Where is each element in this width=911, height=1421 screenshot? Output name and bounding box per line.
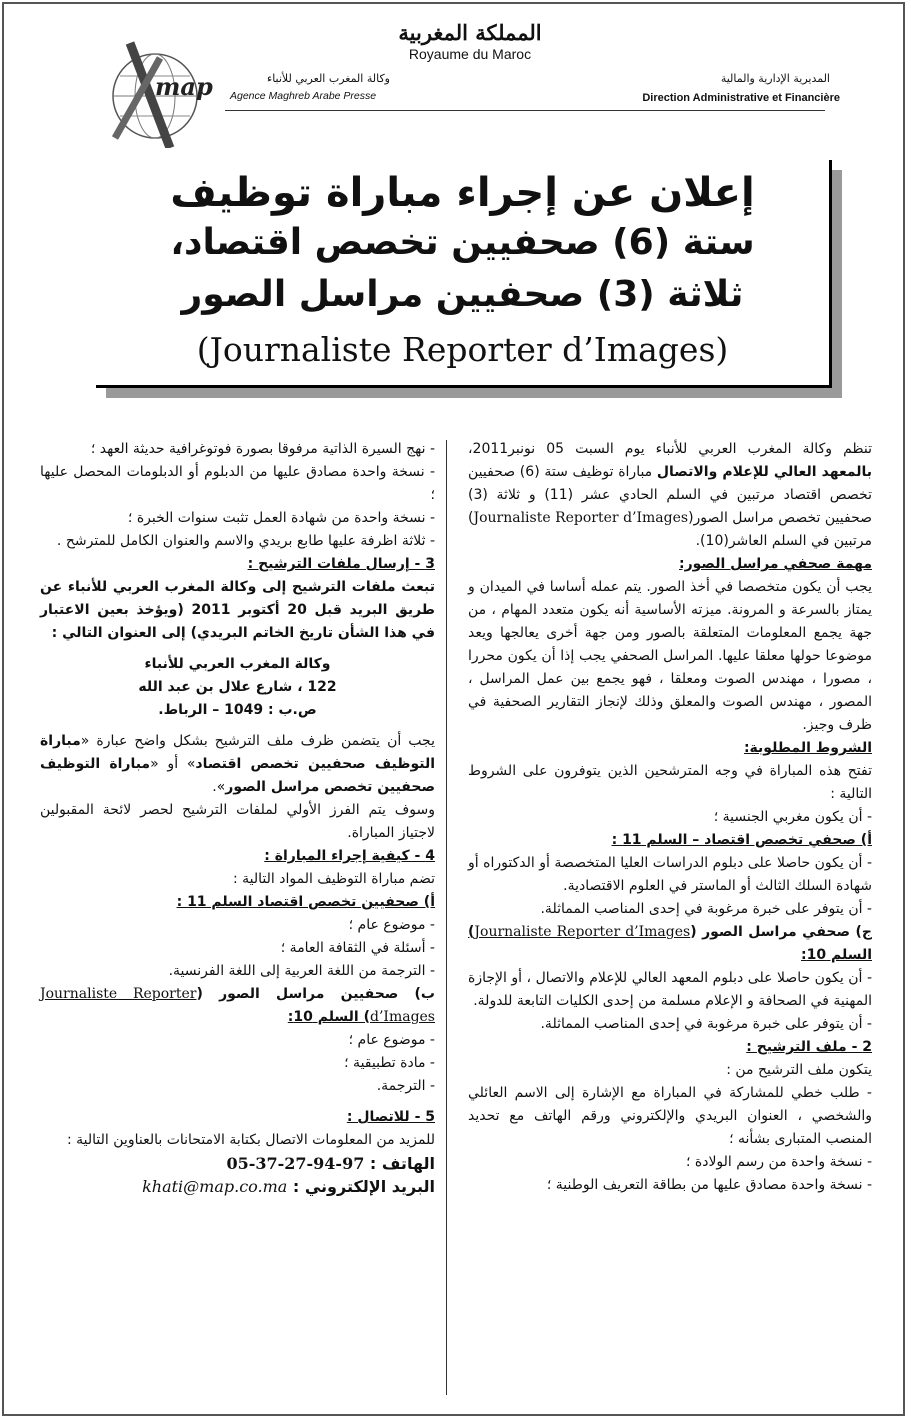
section-c-item-1: - أن يكون حاصلا على دبلوم المعهد العالي للإعلام والاتصال ، أو الإجازة المهنية في الصحافة و الإعلام مسلمة من إحدى الكليات التابعة للدولة. [468, 970, 872, 1009]
exam-b-item-1: - موضوع عام ؛ [348, 1032, 435, 1048]
kingdom-arabic: المملكة المغربية [398, 20, 542, 45]
address-line-2: 122 ، شارع علال بن عبد الله [138, 679, 337, 695]
section-c-item-2: - أن يتوفر على خبرة مرغوبة في إحدى المناصب المماثلة. [540, 1016, 872, 1032]
email-label: البريد الإلكتروني : [292, 1177, 435, 1196]
send-heading: 3 - إرسال ملفات الترشيح : [247, 556, 435, 572]
conditions-heading: الشروط المطلوبة: [743, 740, 872, 756]
file-item-2: - نسخة واحدة من رسم الولادة ؛ [685, 1154, 872, 1170]
email-value[interactable]: khati@map.co.ma [142, 1177, 288, 1196]
title-line-2: ستة (6) صحفيين تخصص اقتصاد، [170, 222, 755, 263]
item-cv: - نهج السيرة الذاتية مرفوقا بصورة فوتوغرافية حديثة العهد ؛ [90, 441, 435, 457]
agency-arabic: وكالة المغرب العربي للأنباء [267, 72, 390, 85]
contact-intro: للمزيد من المعلومات الاتصال بكتابة الامتحانات بالعناوين التالية : [67, 1132, 435, 1148]
intro-paragraph: تنظم وكالة المغرب العربي للأنباء يوم السبت 05 نونبر2011، بالمعهد العالي للإعلام والاتصال مباراة توظيف ستة (6) صحفيين تخصص اقتصاد مرتبين في السلم الحادي عشر (11) و ثلاثة (3) صحفيين تخصص مراسل الصور(Journaliste Reporter d’Images) مرتبين في السلم العاشر(10). [468, 441, 873, 549]
exam-b-item-2: - مادة تطبيقية ؛ [344, 1055, 435, 1071]
phone-line [40, 1152, 435, 1175]
file-heading: 2 - ملف الترشيح : [746, 1039, 872, 1055]
direction-arabic: المديرية الإدارية والمالية [720, 72, 830, 85]
file-intro: يتكون ملف الترشيح من : [726, 1062, 872, 1078]
envelope-note: يجب أن يتضمن ظرف ملف الترشيح بشكل واضح عبارة «مباراة التوظيف صحفيين تخصص اقتصاد» أو «مباراة التوظيف صحفيين تخصص مراسل الصور». [40, 733, 436, 795]
logo-wordmark: map [155, 72, 213, 101]
file-item-3: - نسخة واحدة مصادق عليها من بطاقة التعريف الوطنية ؛ [546, 1177, 872, 1193]
exam-a-item-2: - أسئلة في الثقافة العامة ؛ [280, 940, 435, 956]
item-work-certificate: - نسخة واحدة من شهادة العمل تثبت سنوات الخبرة ؛ [127, 510, 435, 526]
title-box [96, 160, 832, 388]
exam-a-heading: أ) صحفيين تخصص اقتصاد السلم 11 : [176, 894, 435, 910]
phone-label: الهاتف : [369, 1154, 435, 1173]
section-a-heading: أ) صحفي تخصص اقتصاد – السلم 11 : [611, 832, 872, 848]
title-line-1: إعلان عن إجراء مباراة توظيف [170, 170, 755, 216]
exam-intro: تضم مباراة التوظيف المواد التالية : [232, 871, 435, 887]
section-a-item-2: - أن يتوفر على خبرة مرغوبة في إحدى المناصب المماثلة. [540, 901, 872, 917]
exam-a-item-3: - الترجمة من اللغة العربية إلى اللغة الفرنسية. [168, 963, 435, 979]
send-text: تبعث ملفات الترشيح إلى وكالة المغرب العربي للأنباء عن طريق البريد قبل 20 أكتوبر 2011 (ويؤخذ بعين الاعتبار في هذا الشأن تاريخ الخاتم البريدي) إلى العنوان التالي : [40, 579, 435, 641]
mission-heading: مهمة صحفي مراسل الصور: [679, 556, 872, 572]
right-column [468, 438, 872, 1197]
address-line-1: وكالة المغرب العربي للأنباء [144, 656, 331, 672]
conditions-intro: تفتح هذه المباراة في وجه المترشحين الذين يتوفرون على الشروط التالية : [468, 763, 872, 802]
phone-value: 05-37-27-94-97 [226, 1154, 365, 1173]
title-line-4: (Journaliste Reporter d’Images) [196, 330, 729, 369]
section-c-heading: ج) صحفي مراسل الصور (Journaliste Reporter d’Images) السلم 10: [468, 924, 872, 963]
agency-french: Agence Maghreb Arabe Presse [230, 90, 377, 102]
item-envelopes: - ثلاثة اظرفة عليها طابع بريدي والاسم والعنوان الكامل للمترشح . [56, 533, 435, 549]
exam-a-item-1: - موضوع عام ؛ [348, 917, 435, 933]
condition-nationality: - أن يكون مغربي الجنسية ؛ [713, 809, 872, 825]
file-item-1: - طلب خطي للمشاركة في المباراة مع الإشارة إلى الاسم العائلي والشخصي ، العنوان البريدي والإلكتروني ورقم الهاتف مع تحديد المنصب المتبارى بشأنه ؛ [468, 1085, 872, 1147]
address-line-3: ص.ب : 1049 – الرباط. [158, 702, 317, 718]
section-a-item-1: - أن يكون حاصلا على دبلوم الدراسات العليا المتخصصة أو الدكتوراه أو شهادة السلك الثالث أو الماستر في العلوم الاقتصادية. [468, 855, 872, 894]
header-divider [225, 110, 825, 111]
column-divider [446, 440, 447, 1395]
contact-heading: 5 - للاتصال : [346, 1109, 435, 1125]
letterhead [0, 0, 907, 115]
mission-text: يجب أن يكون متخصصا في أخذ الصور. يتم عمله أساسا في الميدان و يمتاز بالسرعة و المرونة. ميزته الأساسية أنه يكون متعدد المهام ، من جهة يجمع المعلومات المتعلقة بالصور ومن جهة أخرى يعالجها ويعد موضوعا حولها معلقا عليها. المراسل الصحفي يجب إذا أن يكون محررا ، مصورا ، مهندس الصوت ومعلقا ، فهو يجمع بين عمل المراسل ، المصور ، مهندس الصوت والمعلق وذلك لإنجاز التقارير الصحفية في ظرف وجيز. [468, 579, 872, 733]
institute-name: بالمعهد العالي للإعلام والاتصال [656, 464, 873, 480]
exam-b-heading: ب) صحفيين مراسل الصور (Journaliste Reporter d’Images) السلم 10: [40, 986, 435, 1025]
exam-b-item-3: - الترجمة. [376, 1078, 435, 1094]
email-line [40, 1175, 435, 1198]
kingdom-french: Royaume du Maroc [408, 46, 532, 62]
sorting-note: وسوف يتم الفرز الأولي لملفات الترشيح لحصر لائحة المقبولين لاجتياز المباراة. [40, 802, 435, 841]
exam-heading: 4 - كيفية إجراء المباراة : [264, 848, 435, 864]
left-column [40, 438, 435, 1198]
direction-french: Direction Administrative et Financière [642, 92, 840, 104]
item-diploma: - نسخة واحدة مصادق عليها من الدبلوم أو الدبلومات المحصل عليها ؛ [40, 464, 435, 503]
title-line-3: ثلاثة (3) صحفيين مراسل الصور [181, 274, 744, 315]
